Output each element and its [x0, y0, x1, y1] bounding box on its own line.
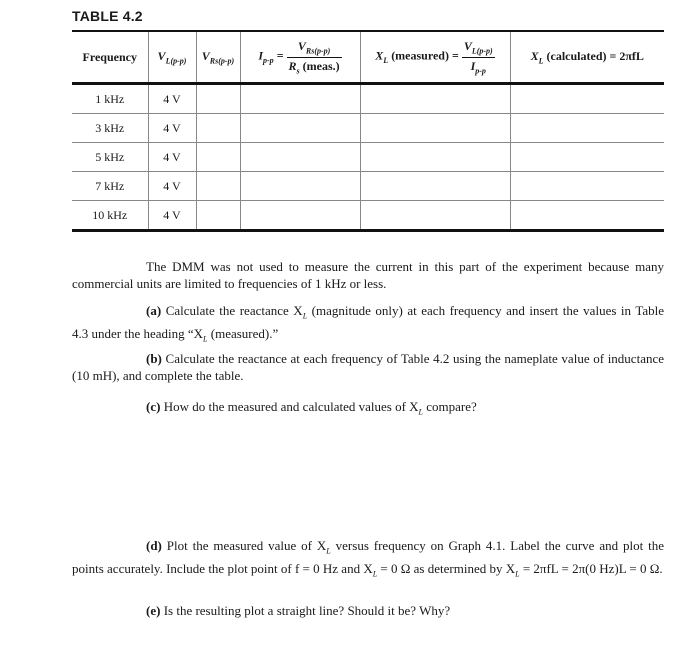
table-row — [72, 201, 664, 231]
cell-xl-meas-empty[interactable] — [360, 84, 510, 114]
intro-paragraph: The DMM was not used to measure the current in this part of the experiment because many commercial units are limited to frequencies of 1 kHz or less. — [72, 259, 664, 291]
cell-ipp-empty[interactable] — [240, 201, 360, 231]
cell-vr-empty[interactable] — [196, 114, 240, 143]
cell-frequency: 7 kHz — [72, 172, 148, 201]
question-c: (c) How do the measured and calculated values of $X_L$ compare? — [146, 399, 477, 417]
cell-frequency: 10 kHz — [72, 201, 148, 231]
table-row — [72, 172, 664, 201]
col-xl-measured: $X_L$ (measured) = $\frac{V_{L(p-p)}}{I_{p-p}}$ — [360, 32, 510, 84]
cell-xl-calc-empty[interactable] — [510, 114, 664, 143]
cell-frequency: 3 kHz — [72, 114, 148, 143]
ipp-fraction: $\frac{V_{Rs(p-p)}}{R_s (meas.)}$ — [288, 39, 340, 75]
xl-fraction: $\frac{V_{L(p-p)}}{I_{p-p}}$ — [463, 39, 493, 75]
cell-xl-calc-empty[interactable] — [510, 143, 664, 172]
cell-ipp-empty[interactable] — [240, 172, 360, 201]
col-ipp: $I_{p-p}$ = $\frac{V_{Rs(p-p)}}{R_s (meas.)}$ — [240, 32, 360, 84]
cell-xl-meas-empty[interactable] — [360, 114, 510, 143]
cell-vr-empty[interactable] — [196, 172, 240, 201]
cell-xl-meas-empty[interactable] — [360, 143, 510, 172]
cell-ipp-empty[interactable] — [240, 143, 360, 172]
cell-xl-meas-empty[interactable] — [360, 172, 510, 201]
header-row — [72, 32, 664, 84]
question-d: (d) Plot the measured value of $X_L$ versus frequency on Graph 4.1. Label the curve and plot the points accurately. Include the plot point of f = 0 Hz and $X_L = 0$ Ω as determined by $X_L = 2\pi fL = 2\pi(0$ Hz)L = 0 Ω. — [72, 538, 665, 579]
col-vr-pp: $V_{Rs(p-p)}$ — [196, 32, 240, 84]
question-e: (e) Is the resulting plot a straight line? Should it be? Why? — [146, 603, 451, 618]
cell-xl-meas-empty[interactable] — [360, 201, 510, 231]
cell-vr-empty[interactable] — [196, 201, 240, 231]
table-row — [72, 84, 664, 114]
col-xl-calculated: $X_L$ (calculated) = 2πfL — [510, 32, 664, 84]
table-row — [72, 143, 664, 172]
cell-frequency: 1 kHz — [72, 84, 148, 114]
cell-vl: 4 V — [148, 114, 196, 143]
data-table — [72, 32, 664, 232]
cell-vl: 4 V — [148, 143, 196, 172]
cell-frequency: 5 kHz — [72, 143, 148, 172]
col-vl-pp: $V_{L(p-p)}$ — [148, 32, 196, 84]
cell-xl-calc-empty[interactable] — [510, 84, 664, 114]
col-frequency: Frequency — [72, 32, 148, 84]
cell-vr-empty[interactable] — [196, 84, 240, 114]
cell-ipp-empty[interactable] — [240, 114, 360, 143]
cell-vl: 4 V — [148, 84, 196, 114]
table-row — [72, 114, 664, 143]
cell-vl: 4 V — [148, 201, 196, 231]
question-a: (a) Calculate the reactance $X_L$ (magnitude only) at each frequency and insert the values in Table 4.3 under the heading “$X_L$ (measured).” — [72, 303, 665, 344]
cell-ipp-empty[interactable] — [240, 84, 360, 114]
cell-vr-empty[interactable] — [196, 143, 240, 172]
question-b: (b) Calculate the reactance at each frequency of Table 4.2 using the nameplate value of inductance (10 mH), and complete the table. — [72, 351, 665, 383]
cell-xl-calc-empty[interactable] — [510, 172, 664, 201]
cell-vl: 4 V — [148, 172, 196, 201]
table-title: TABLE 4.2 — [72, 8, 143, 24]
cell-xl-calc-empty[interactable] — [510, 201, 664, 231]
